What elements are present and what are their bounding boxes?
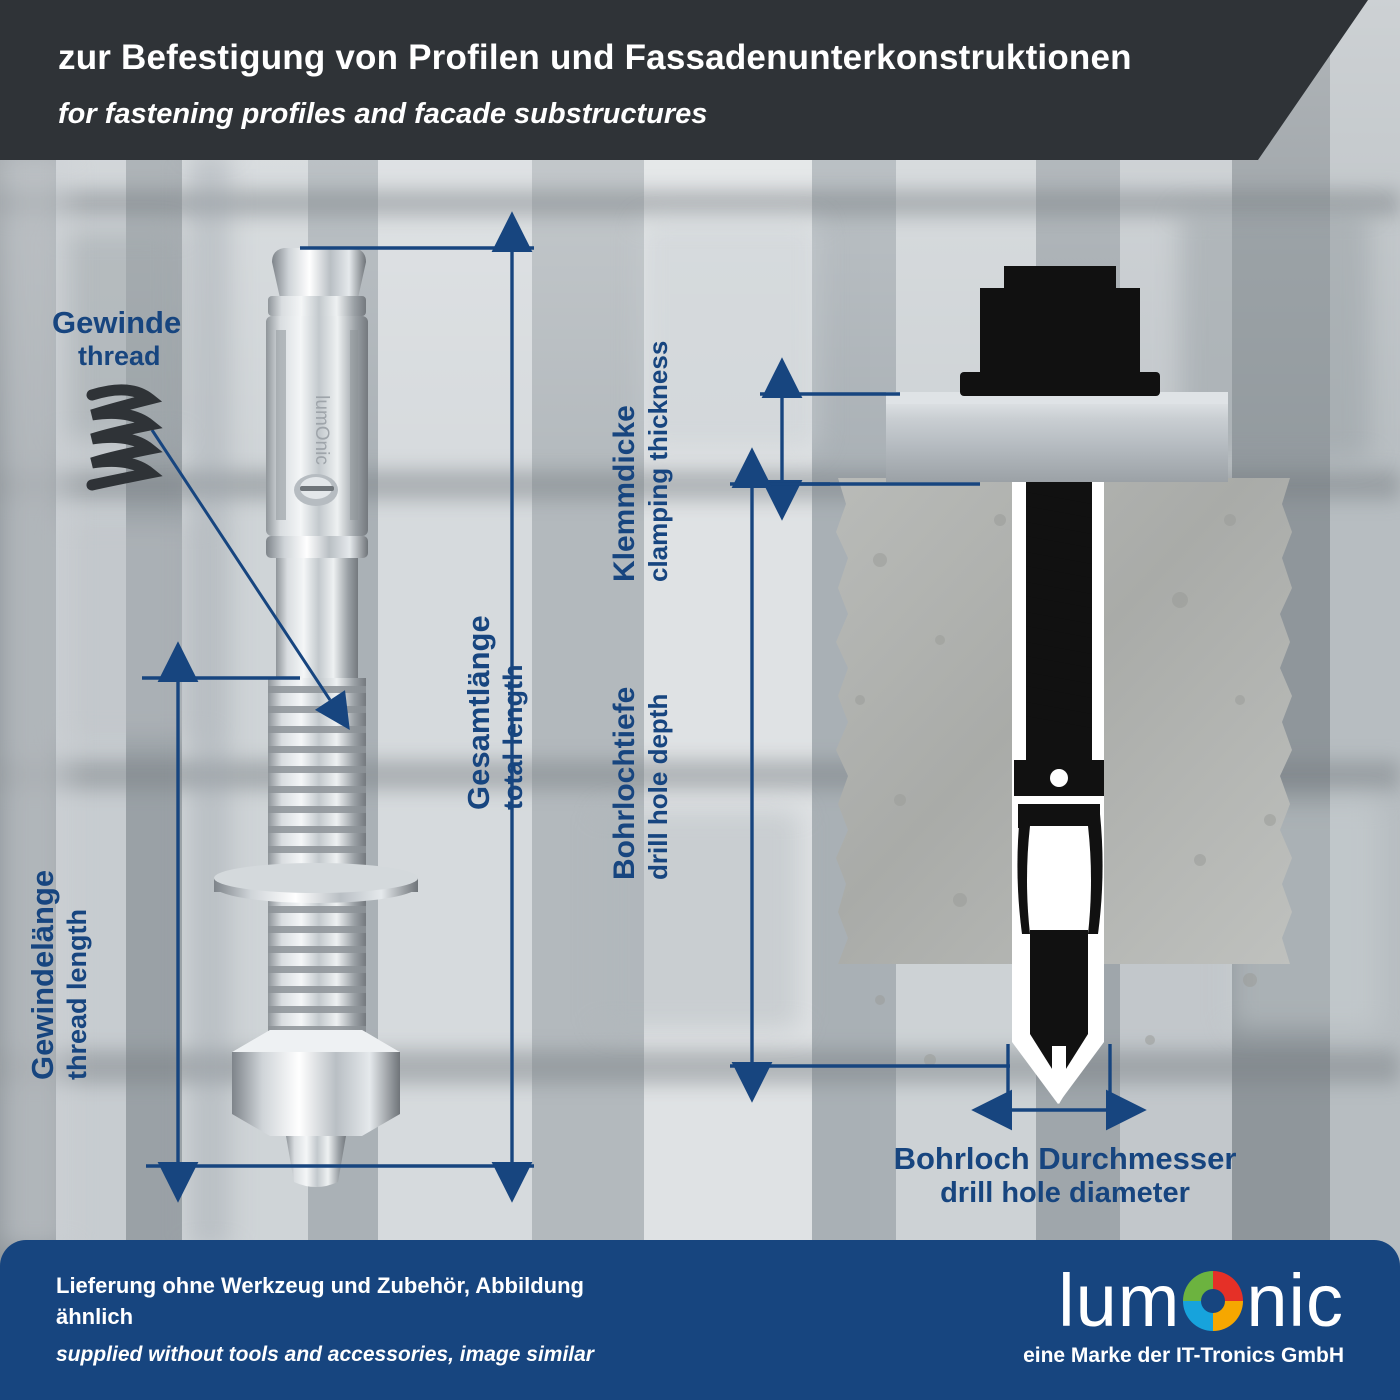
header-title-de: zur Befestigung von Profilen und Fassadenunterkonstruktionen [58,38,1132,77]
installed-anchor-illustration [836,266,1292,1104]
label-drill-hole-diameter: Bohrloch Durchmesser drill hole diameter [893,1141,1237,1209]
label-thread: Gewinde thread [52,305,182,371]
header-title-en: for fastening profiles and facade substructures [58,98,708,130]
anchor-bolt-illustration [214,248,418,1187]
footer-bar [0,1240,1400,1400]
brand-logo [1023,1259,1344,1368]
footer-note-en: supplied without tools and accessories, image similar [56,1343,594,1366]
thread-icon [92,390,150,485]
logo-circle-icon [1183,1271,1243,1331]
brand-name-suffix: nic [1246,1259,1344,1342]
brand-name-prefix: lum [1058,1259,1181,1342]
brand-tagline: eine Marke der IT-Tronics GmbH [1023,1344,1344,1367]
anchor-brand-engraving: lumOnic [311,395,332,465]
header-banner [0,0,1258,160]
footer-note-de: Lieferung ohne Werkzeug und Zubehör, Abbildung ähnlich [56,1273,584,1329]
